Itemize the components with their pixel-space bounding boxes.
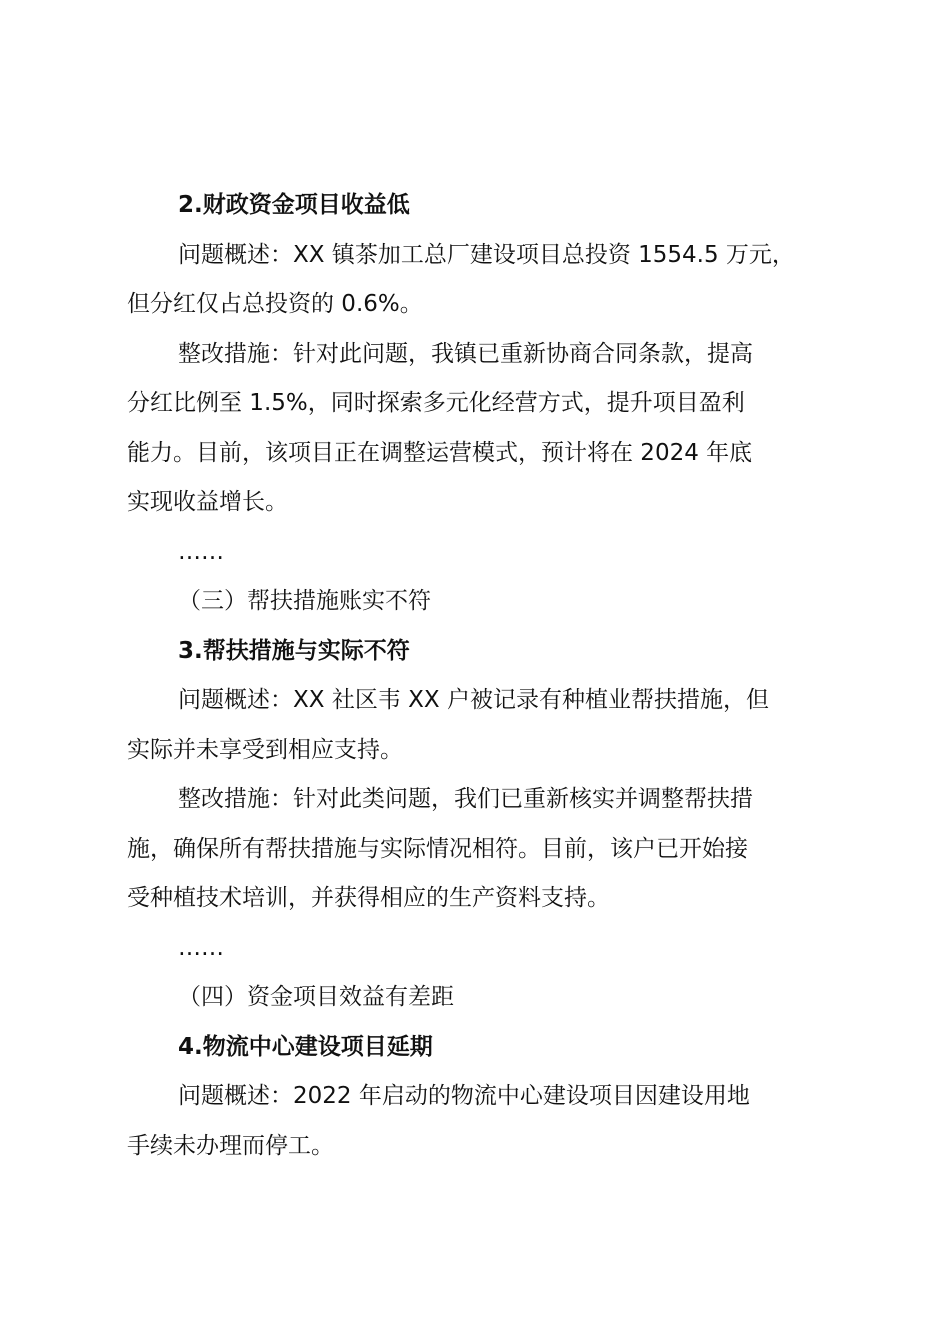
doc-line-heading: 3.帮扶措施与实际不符	[178, 637, 410, 664]
doc-line-section: （三）帮扶措施账实不符	[178, 588, 431, 614]
doc-line-paragraph: 但分红仅占总投资的 0.6%。	[127, 291, 423, 317]
doc-line-ellipsis: ……	[178, 934, 224, 961]
doc-line-paragraph: 能力。目前，该项目正在调整运营模式，预计将在 2024 年底	[127, 439, 753, 466]
doc-line-paragraph: 问题概述：XX 镇茶加工总厂建设项目总投资 1554.5 万元，	[178, 241, 795, 268]
doc-line-paragraph: 施，确保所有帮扶措施与实际情况相符。目前，该户已开始接	[127, 835, 748, 862]
doc-line-paragraph: 受种植技术培训，并获得相应的生产资料支持。	[127, 885, 610, 911]
document-page	[127, 181, 837, 1171]
doc-line-paragraph: 整改措施：针对此类问题，我们已重新核实并调整帮扶措	[178, 786, 753, 812]
doc-line-paragraph: 问题概述：XX 社区韦 XX 户被记录有种植业帮扶措施，但	[178, 687, 769, 713]
doc-line-paragraph: 实现收益增长。	[127, 489, 288, 515]
doc-line-paragraph: 整改措施：针对此问题，我镇已重新协商合同条款，提高	[178, 340, 753, 367]
doc-line-paragraph: 手续未办理而停工。	[127, 1132, 334, 1159]
doc-line-heading: 4.物流中心建设项目延期	[178, 1033, 433, 1060]
doc-line-ellipsis: ……	[178, 538, 224, 565]
doc-line-heading: 2.财政资金项目收益低	[178, 192, 410, 218]
doc-line-paragraph: 实际并未享受到相应支持。	[127, 736, 403, 763]
doc-line-paragraph: 问题概述：2022 年启动的物流中心建设项目因建设用地	[178, 1083, 750, 1109]
doc-line-section: （四）资金项目效益有差距	[178, 984, 454, 1010]
doc-line-paragraph: 分红比例至 1.5%，同时探索多元化经营方式，提升项目盈利	[127, 390, 745, 416]
